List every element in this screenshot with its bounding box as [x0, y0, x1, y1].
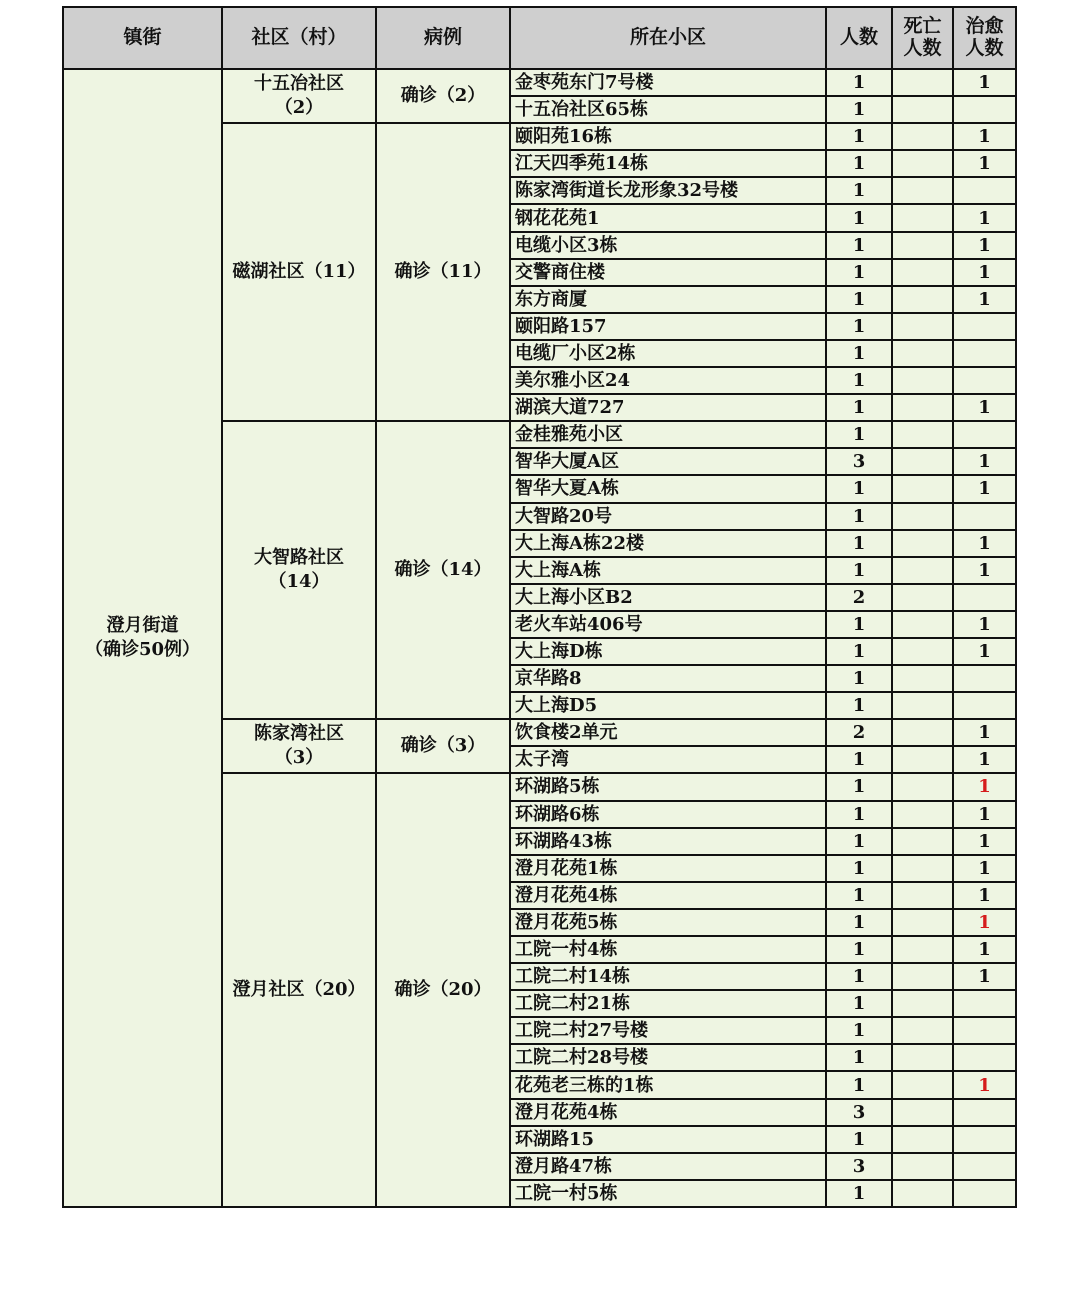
- cured-cell: [953, 313, 1016, 340]
- cured-cell: 1: [953, 394, 1016, 421]
- location-cell: 环湖路43栋: [510, 828, 826, 855]
- location-cell: 澄月花苑4栋: [510, 1099, 826, 1126]
- location-cell: 钢花花苑1: [510, 204, 826, 231]
- location-cell: 京华路8: [510, 665, 826, 692]
- location-cell: 工院二村28号楼: [510, 1044, 826, 1071]
- dead-cell: [892, 69, 953, 96]
- location-cell: 电缆厂小区2栋: [510, 340, 826, 367]
- location-cell: 饮食楼2单元: [510, 719, 826, 746]
- cured-cell: 1: [953, 204, 1016, 231]
- location-cell: 澄月花苑5栋: [510, 909, 826, 936]
- community-cell: [222, 69, 376, 123]
- count-cell: 1: [826, 1180, 892, 1207]
- count-cell: 3: [826, 1099, 892, 1126]
- dead-cell: [892, 1071, 953, 1098]
- cured-cell: [953, 503, 1016, 530]
- cured-cell: [953, 692, 1016, 719]
- dead-cell: [892, 855, 953, 882]
- count-cell: 1: [826, 177, 892, 204]
- cured-cell: [953, 340, 1016, 367]
- location-cell: 大上海A栋: [510, 557, 826, 584]
- community-count: （14）: [268, 571, 330, 593]
- dead-cell: [892, 584, 953, 611]
- dead-cell: [892, 340, 953, 367]
- town-total: （确诊50例）: [84, 638, 201, 660]
- count-cell: 1: [826, 909, 892, 936]
- cured-cell: 1: [953, 530, 1016, 557]
- dead-cell: [892, 719, 953, 746]
- community-cell: [222, 719, 376, 773]
- dead-cell: [892, 313, 953, 340]
- dead-cell: [892, 1044, 953, 1071]
- location-cell: 十五冶社区65栋: [510, 96, 826, 123]
- count-cell: 1: [826, 475, 892, 502]
- count-cell: 1: [826, 665, 892, 692]
- cured-cell: 1: [953, 746, 1016, 773]
- community-name: 十五冶社区: [254, 72, 344, 94]
- location-cell: 工院二村14栋: [510, 963, 826, 990]
- dead-cell: [892, 936, 953, 963]
- cured-cell: 1: [953, 69, 1016, 96]
- count-cell: 1: [826, 259, 892, 286]
- dead-cell: [892, 367, 953, 394]
- header-row: [63, 7, 1016, 69]
- dead-cell: [892, 882, 953, 909]
- dead-cell: [892, 1017, 953, 1044]
- location-cell: 金桂雅苑小区: [510, 421, 826, 448]
- count-cell: 1: [826, 638, 892, 665]
- location-cell: 大上海小区B2: [510, 584, 826, 611]
- community-name: 陈家湾社区: [254, 723, 344, 745]
- count-cell: 1: [826, 611, 892, 638]
- count-cell: 1: [826, 828, 892, 855]
- count-cell: 1: [826, 1126, 892, 1153]
- count-cell: 1: [826, 882, 892, 909]
- dead-cell: [892, 448, 953, 475]
- cured-cell: 1: [953, 801, 1016, 828]
- cured-cell: 1: [953, 286, 1016, 313]
- cured-cell: 1: [953, 123, 1016, 150]
- count-cell: 1: [826, 963, 892, 990]
- cases-cell: 确诊（11）: [376, 123, 510, 421]
- header-cured-line2: 人数: [965, 37, 1004, 59]
- header-location: 所在小区: [510, 7, 826, 69]
- cured-cell: 1: [953, 475, 1016, 502]
- count-cell: 2: [826, 719, 892, 746]
- count-cell: 1: [826, 286, 892, 313]
- location-cell: 澄月路47栋: [510, 1153, 826, 1180]
- dead-cell: [892, 123, 953, 150]
- count-cell: 1: [826, 96, 892, 123]
- dead-cell: [892, 990, 953, 1017]
- cured-cell: [953, 1126, 1016, 1153]
- count-cell: 1: [826, 421, 892, 448]
- dead-cell: [892, 421, 953, 448]
- cured-cell: 1: [953, 963, 1016, 990]
- location-cell: 大上海D5: [510, 692, 826, 719]
- cured-cell: [953, 1017, 1016, 1044]
- count-cell: 1: [826, 503, 892, 530]
- location-cell: 工院一村4栋: [510, 936, 826, 963]
- dead-cell: [892, 638, 953, 665]
- cured-cell: [953, 177, 1016, 204]
- header-community: 社区（村）: [222, 7, 376, 69]
- count-cell: 1: [826, 232, 892, 259]
- table-row: [63, 69, 1016, 96]
- location-cell: 大上海A栋22楼: [510, 530, 826, 557]
- location-cell: 澄月花苑4栋: [510, 882, 826, 909]
- location-cell: 智华大夏A栋: [510, 475, 826, 502]
- case-table: [62, 6, 1017, 1208]
- cured-cell: [953, 990, 1016, 1017]
- location-cell: 东方商厦: [510, 286, 826, 313]
- cured-cell: 1: [953, 150, 1016, 177]
- cured-cell: 1: [953, 909, 1016, 936]
- dead-cell: [892, 746, 953, 773]
- location-cell: 太子湾: [510, 746, 826, 773]
- cured-cell: 1: [953, 828, 1016, 855]
- location-cell: 交警商住楼: [510, 259, 826, 286]
- cured-cell: [953, 1153, 1016, 1180]
- cured-cell: 1: [953, 936, 1016, 963]
- dead-cell: [892, 1126, 953, 1153]
- dead-cell: [892, 611, 953, 638]
- cured-cell: [953, 1180, 1016, 1207]
- dead-cell: [892, 232, 953, 259]
- cured-cell: 1: [953, 448, 1016, 475]
- cured-cell: 1: [953, 773, 1016, 800]
- dead-cell: [892, 963, 953, 990]
- header-count: 人数: [826, 7, 892, 69]
- cured-cell: 1: [953, 719, 1016, 746]
- cured-cell: 1: [953, 557, 1016, 584]
- dead-cell: [892, 692, 953, 719]
- location-cell: 智华大厦A区: [510, 448, 826, 475]
- location-cell: 大上海D栋: [510, 638, 826, 665]
- community-name: 磁湖社区（11）: [232, 261, 366, 283]
- count-cell: 1: [826, 69, 892, 96]
- dead-cell: [892, 1180, 953, 1207]
- community-cell: [222, 773, 376, 1207]
- location-cell: 工院一村5栋: [510, 1180, 826, 1207]
- cured-cell: [953, 367, 1016, 394]
- cured-cell: [953, 584, 1016, 611]
- community-count: （2）: [274, 97, 324, 119]
- cured-cell: 1: [953, 855, 1016, 882]
- dead-cell: [892, 150, 953, 177]
- cured-cell: 1: [953, 259, 1016, 286]
- dead-cell: [892, 1099, 953, 1126]
- dead-cell: [892, 394, 953, 421]
- location-cell: 工院二村21栋: [510, 990, 826, 1017]
- location-cell: 美尔雅小区24: [510, 367, 826, 394]
- location-cell: 环湖路6栋: [510, 801, 826, 828]
- location-cell: 环湖路15: [510, 1126, 826, 1153]
- count-cell: 1: [826, 394, 892, 421]
- count-cell: 1: [826, 692, 892, 719]
- location-cell: 陈家湾街道长龙形象32号楼: [510, 177, 826, 204]
- header-dead: [892, 7, 953, 69]
- location-cell: 大智路20号: [510, 503, 826, 530]
- cured-cell: [953, 665, 1016, 692]
- location-cell: 工院二村27号楼: [510, 1017, 826, 1044]
- table-body: [63, 69, 1016, 1207]
- header-cured-line1: 治愈: [965, 15, 1004, 38]
- cured-cell: 1: [953, 611, 1016, 638]
- dead-cell: [892, 828, 953, 855]
- table-header: [63, 7, 1016, 69]
- count-cell: 1: [826, 123, 892, 150]
- header-cured: [953, 7, 1016, 69]
- dead-cell: [892, 773, 953, 800]
- cured-cell: [953, 421, 1016, 448]
- dead-cell: [892, 475, 953, 502]
- dead-cell: [892, 204, 953, 231]
- case-table-wrapper: [62, 6, 1017, 1208]
- cases-cell: 确诊（20）: [376, 773, 510, 1207]
- location-cell: 湖滨大道727: [510, 394, 826, 421]
- cured-cell: 1: [953, 232, 1016, 259]
- dead-cell: [892, 96, 953, 123]
- location-cell: 电缆小区3栋: [510, 232, 826, 259]
- location-cell: 颐阳路157: [510, 313, 826, 340]
- count-cell: 3: [826, 448, 892, 475]
- cases-cell: 确诊（14）: [376, 421, 510, 719]
- count-cell: 2: [826, 584, 892, 611]
- community-count: （3）: [274, 747, 324, 769]
- location-cell: 江天四季苑14栋: [510, 150, 826, 177]
- count-cell: 1: [826, 340, 892, 367]
- community-name: 澄月社区（20）: [232, 979, 366, 1001]
- header-cases: 病例: [376, 7, 510, 69]
- count-cell: 1: [826, 1071, 892, 1098]
- town-name: 澄月街道: [106, 614, 179, 636]
- count-cell: 1: [826, 557, 892, 584]
- cases-cell: 确诊（2）: [376, 69, 510, 123]
- count-cell: 1: [826, 150, 892, 177]
- dead-cell: [892, 177, 953, 204]
- dead-cell: [892, 1153, 953, 1180]
- location-cell: 老火车站406号: [510, 611, 826, 638]
- dead-cell: [892, 557, 953, 584]
- town-cell: [63, 69, 222, 1207]
- count-cell: 1: [826, 1044, 892, 1071]
- cured-cell: 1: [953, 1071, 1016, 1098]
- dead-cell: [892, 665, 953, 692]
- cured-cell: [953, 1099, 1016, 1126]
- community-cell: [222, 123, 376, 421]
- header-town: 镇街: [63, 7, 222, 69]
- dead-cell: [892, 503, 953, 530]
- cases-cell: 确诊（3）: [376, 719, 510, 773]
- count-cell: 1: [826, 1017, 892, 1044]
- cured-cell: [953, 1044, 1016, 1071]
- location-cell: 金枣苑东门7号楼: [510, 69, 826, 96]
- count-cell: 1: [826, 204, 892, 231]
- community-name: 大智路社区: [254, 546, 344, 568]
- location-cell: 花苑老三栋的1栋: [510, 1071, 826, 1098]
- count-cell: 1: [826, 367, 892, 394]
- count-cell: 1: [826, 313, 892, 340]
- count-cell: 1: [826, 936, 892, 963]
- count-cell: 1: [826, 801, 892, 828]
- count-cell: 1: [826, 773, 892, 800]
- dead-cell: [892, 909, 953, 936]
- cured-cell: 1: [953, 882, 1016, 909]
- location-cell: 颐阳苑16栋: [510, 123, 826, 150]
- count-cell: 1: [826, 990, 892, 1017]
- community-cell: [222, 421, 376, 719]
- cured-cell: 1: [953, 638, 1016, 665]
- dead-cell: [892, 286, 953, 313]
- count-cell: 1: [826, 530, 892, 557]
- cured-cell: [953, 96, 1016, 123]
- count-cell: 1: [826, 855, 892, 882]
- dead-cell: [892, 259, 953, 286]
- header-dead-line1: 死亡: [903, 15, 942, 38]
- location-cell: 环湖路5栋: [510, 773, 826, 800]
- header-dead-line2: 人数: [903, 37, 942, 59]
- location-cell: 澄月花苑1栋: [510, 855, 826, 882]
- dead-cell: [892, 801, 953, 828]
- count-cell: 1: [826, 746, 892, 773]
- count-cell: 3: [826, 1153, 892, 1180]
- dead-cell: [892, 530, 953, 557]
